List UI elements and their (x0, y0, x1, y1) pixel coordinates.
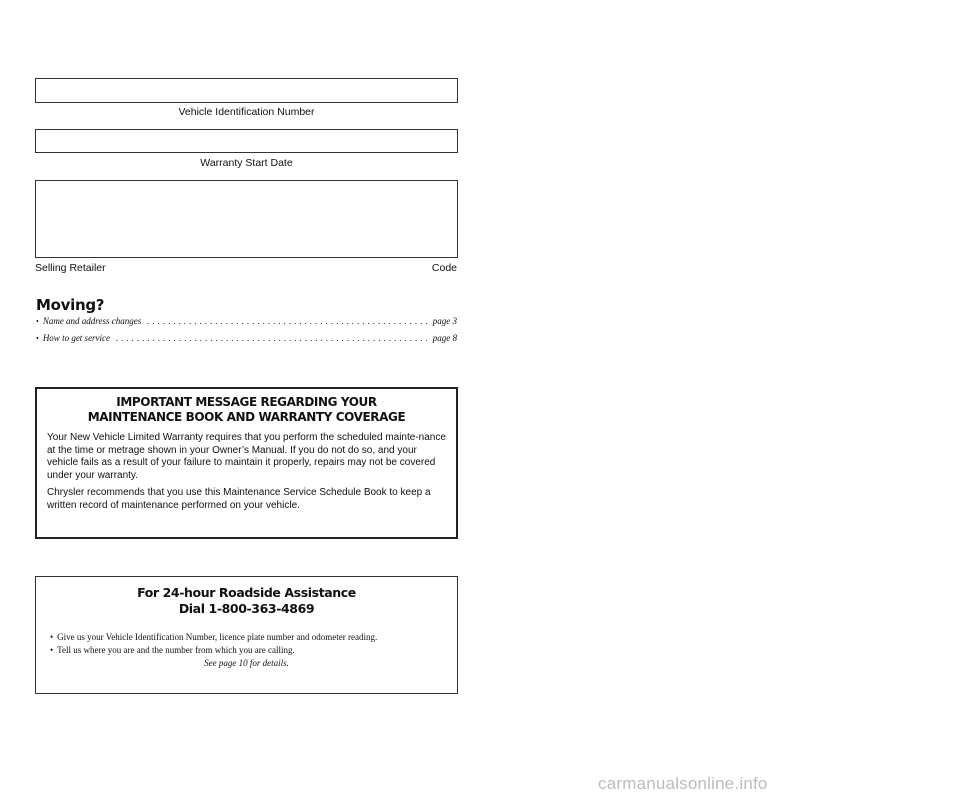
roadside-title-line1: For 24-hour Roadside Assistance (137, 585, 356, 600)
bullet-icon: • (50, 632, 54, 642)
selling-retailer-field-box (35, 180, 458, 258)
important-paragraph-warranty: Your New Vehicle Limited Warranty requires that you perform the scheduled mainte-nance at the time or metrage shown in your Owner’s Manual. If you do not do so, and your vehicle fails as a result of your failure to maintain it properly, repairs may not be covered under your warranty. (47, 432, 446, 481)
list-item (50, 644, 443, 657)
bullet-icon: • (36, 317, 39, 326)
code-label: Code (431, 262, 457, 274)
roadside-phone-number: Dial 1-800-363-4869 (178, 601, 315, 616)
moving-heading: Moving? (36, 296, 105, 314)
toc-item-page: page 8 (432, 333, 457, 343)
selling-retailer-label: Selling Retailer (35, 262, 106, 274)
important-paragraph-record: Chrysler recommends that you use this Maintenance Service Schedule Book to keep a written record of maintenance performed on your vehicle. (47, 487, 431, 511)
roadside-see-page-note: See page 10 for details. (204, 658, 289, 668)
roadside-instructions-list (50, 631, 443, 656)
toc-leader-dots (116, 333, 427, 343)
list-item (50, 631, 443, 644)
vin-field-box (35, 78, 458, 103)
toc-row-get-service (36, 333, 457, 347)
bullet-icon: • (36, 334, 39, 343)
toc-item-page: page 3 (432, 316, 457, 326)
bullet-icon: • (50, 644, 54, 655)
toc-item-label: Name and address changes (42, 316, 142, 326)
important-title-line2: MAINTENANCE BOOK AND WARRANTY COVERAGE (87, 410, 406, 424)
vin-label: Vehicle Identification Number (178, 106, 315, 118)
watermark-text: carmanualsonline.info (598, 774, 768, 793)
warranty-date-field-box (35, 129, 458, 153)
toc-item-label: How to get service (42, 333, 111, 343)
toc-leader-dots (147, 316, 427, 326)
toc-row-name-address (36, 316, 457, 330)
warranty-date-label: Warranty Start Date (200, 157, 293, 169)
roadside-item-text: Give us your Vehicle Identification Number, licence plate number and odometer reading. (57, 632, 378, 642)
important-message-box (35, 387, 458, 539)
roadside-item-text: Tell us where you are and the number from which you are calling. (57, 644, 295, 655)
roadside-assistance-box (35, 576, 458, 694)
important-title-line1: IMPORTANT MESSAGE REGARDING YOUR (116, 395, 377, 409)
